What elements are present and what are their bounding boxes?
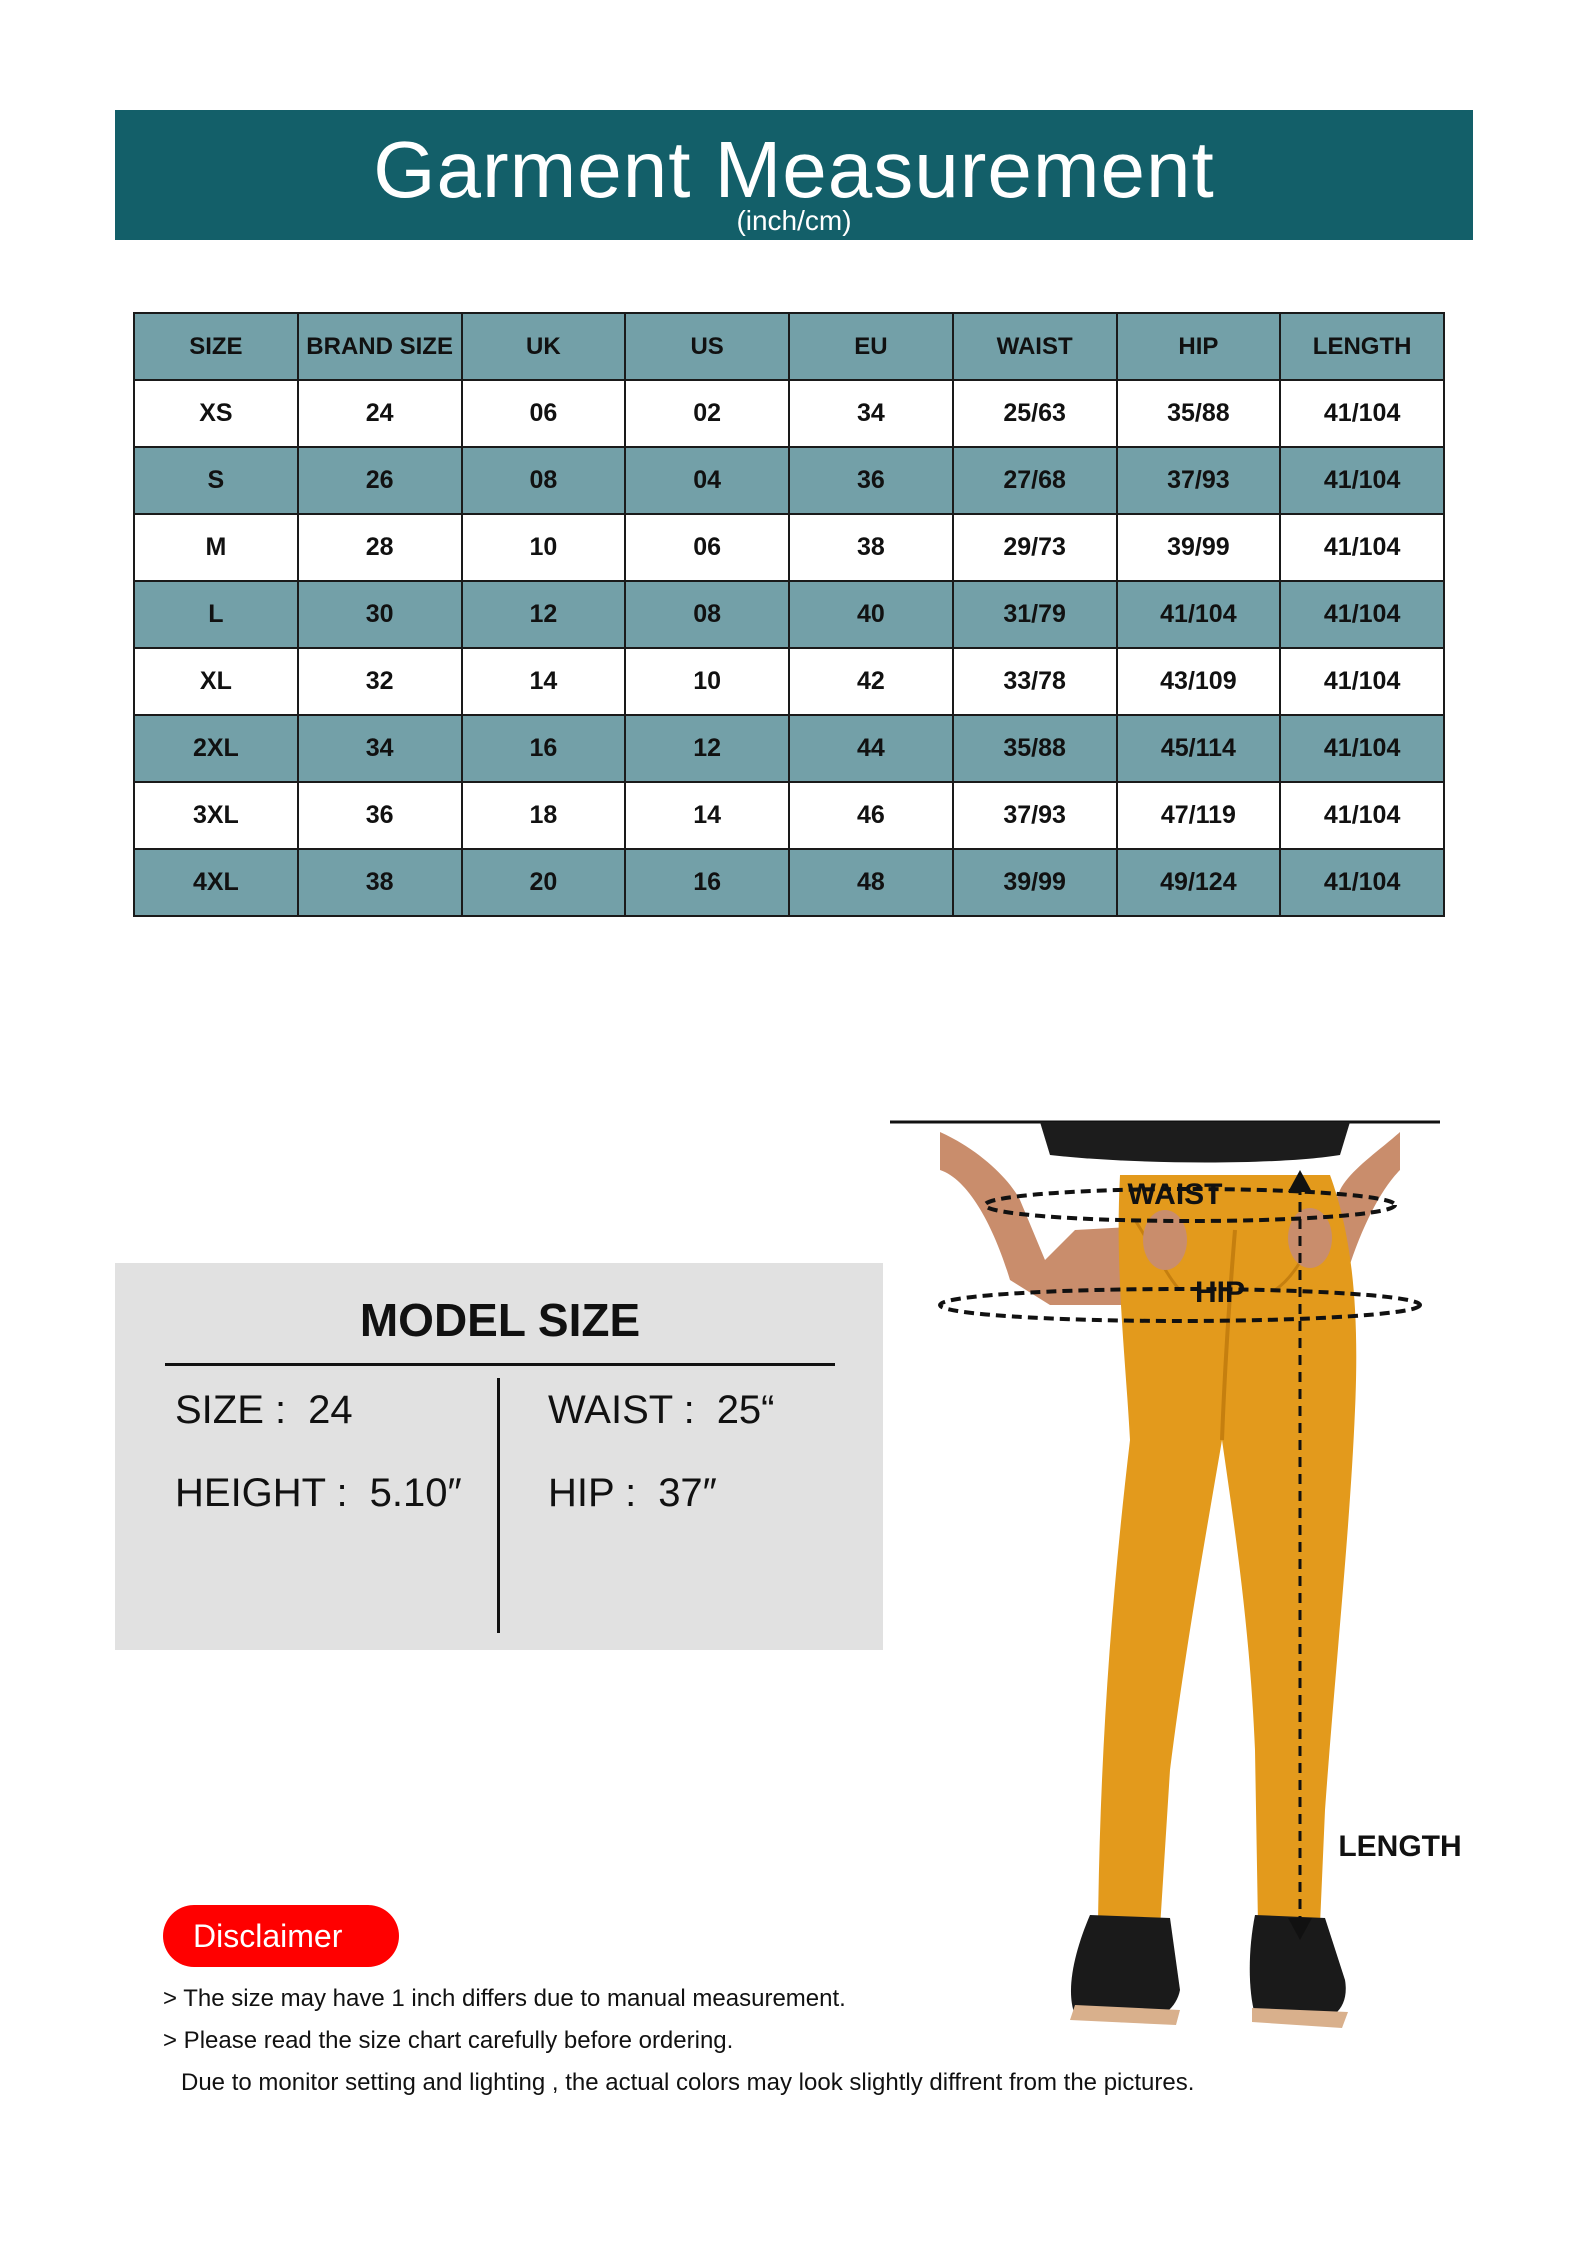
cell-uk: 18 xyxy=(462,782,626,849)
cell-us: 16 xyxy=(625,849,789,916)
length-label: LENGTH xyxy=(1338,1830,1462,1863)
cell-us: 06 xyxy=(625,514,789,581)
cell-us: 10 xyxy=(625,648,789,715)
cell-hip: 43/109 xyxy=(1117,648,1281,715)
cell-brand-size: 26 xyxy=(298,447,462,514)
cell-brand-size: 36 xyxy=(298,782,462,849)
cell-hip: 45/114 xyxy=(1117,715,1281,782)
disclaimer-line-2: > Please read the size chart carefully before ordering. xyxy=(163,2027,734,2054)
cell-hip: 49/124 xyxy=(1117,849,1281,916)
model-size-row xyxy=(175,1388,353,1433)
cell-uk: 08 xyxy=(462,447,626,514)
model-size-label: SIZE : xyxy=(175,1388,287,1432)
table-row xyxy=(134,581,1444,648)
cell-brand-size: 24 xyxy=(298,380,462,447)
cell-hip: 35/88 xyxy=(1117,380,1281,447)
model-waist-value: 25“ xyxy=(716,1388,775,1432)
cell-us: 12 xyxy=(625,715,789,782)
cell-waist: 29/73 xyxy=(953,514,1117,581)
cell-hip: 39/99 xyxy=(1117,514,1281,581)
size-chart-table xyxy=(133,312,1445,917)
cell-waist: 27/68 xyxy=(953,447,1117,514)
model-waist-row xyxy=(548,1388,775,1433)
model-height-label: HEIGHT : xyxy=(175,1471,348,1515)
cell-waist: 39/99 xyxy=(953,849,1117,916)
table-row xyxy=(134,447,1444,514)
model-hip-value: 37″ xyxy=(658,1471,717,1515)
page-title: Garment Measurement xyxy=(373,125,1215,214)
cell-waist: 25/63 xyxy=(953,380,1117,447)
cell-size: XL xyxy=(134,648,298,715)
header-waist: WAIST xyxy=(953,313,1117,380)
cell-size: 2XL xyxy=(134,715,298,782)
cell-eu: 48 xyxy=(789,849,953,916)
table-row xyxy=(134,849,1444,916)
model-column-divider xyxy=(497,1378,500,1633)
table-row xyxy=(134,648,1444,715)
cell-uk: 12 xyxy=(462,581,626,648)
header-uk: UK xyxy=(462,313,626,380)
cell-size: 4XL xyxy=(134,849,298,916)
unit-subtitle: (inch/cm) xyxy=(736,205,852,236)
cell-length: 41/104 xyxy=(1280,849,1444,916)
cell-hip: 41/104 xyxy=(1117,581,1281,648)
cell-size: S xyxy=(134,447,298,514)
cell-size: M xyxy=(134,514,298,581)
header-hip: HIP xyxy=(1117,313,1281,380)
model-size-box xyxy=(115,1263,883,1650)
model-size-title: MODEL SIZE xyxy=(359,1294,641,1346)
cell-us: 02 xyxy=(625,380,789,447)
cell-uk: 10 xyxy=(462,514,626,581)
cell-size: 3XL xyxy=(134,782,298,849)
header-brand-size: BRAND SIZE xyxy=(298,313,462,380)
cell-eu: 34 xyxy=(789,380,953,447)
cell-length: 41/104 xyxy=(1280,648,1444,715)
cell-us: 04 xyxy=(625,447,789,514)
cell-eu: 40 xyxy=(789,581,953,648)
cell-waist: 31/79 xyxy=(953,581,1117,648)
table-row xyxy=(134,514,1444,581)
cell-brand-size: 38 xyxy=(298,849,462,916)
cell-length: 41/104 xyxy=(1280,782,1444,849)
header-us: US xyxy=(625,313,789,380)
disclaimer-badge: Disclaimer xyxy=(163,1905,399,1967)
cell-size: XS xyxy=(134,380,298,447)
cell-eu: 44 xyxy=(789,715,953,782)
cell-brand-size: 30 xyxy=(298,581,462,648)
cell-length: 41/104 xyxy=(1280,581,1444,648)
header-size: SIZE xyxy=(134,313,298,380)
model-height-row xyxy=(175,1471,462,1516)
cell-uk: 14 xyxy=(462,648,626,715)
waist-label: WAIST xyxy=(1127,1178,1223,1211)
model-height-value: 5.10″ xyxy=(369,1471,462,1515)
hip-label: HIP xyxy=(1194,1276,1246,1309)
cell-length: 41/104 xyxy=(1280,715,1444,782)
table-row xyxy=(134,715,1444,782)
table-row xyxy=(134,782,1444,849)
cell-length: 41/104 xyxy=(1280,447,1444,514)
cell-waist: 33/78 xyxy=(953,648,1117,715)
model-size-value: 24 xyxy=(308,1388,353,1432)
cell-brand-size: 28 xyxy=(298,514,462,581)
cell-brand-size: 32 xyxy=(298,648,462,715)
cell-eu: 38 xyxy=(789,514,953,581)
model-hip-label: HIP : xyxy=(548,1471,637,1515)
disclaimer-line-3: Due to monitor setting and lighting , the actual colors may look slightly diffrent from the pictures. xyxy=(181,2069,1195,2096)
model-title-divider xyxy=(165,1363,835,1366)
cell-eu: 36 xyxy=(789,447,953,514)
cell-waist: 35/88 xyxy=(953,715,1117,782)
cell-length: 41/104 xyxy=(1280,380,1444,447)
cell-size: L xyxy=(134,581,298,648)
cell-waist: 37/93 xyxy=(953,782,1117,849)
cell-us: 08 xyxy=(625,581,789,648)
cell-length: 41/104 xyxy=(1280,514,1444,581)
model-hip-row xyxy=(548,1471,717,1516)
table-row xyxy=(134,380,1444,447)
cell-uk: 20 xyxy=(462,849,626,916)
disclaimer-line-1: > The size may have 1 inch differs due to manual measurement. xyxy=(163,1985,846,2012)
table-header-row xyxy=(134,313,1444,380)
header-length: LENGTH xyxy=(1280,313,1444,380)
cell-us: 14 xyxy=(625,782,789,849)
cell-eu: 42 xyxy=(789,648,953,715)
model-waist-label: WAIST : xyxy=(548,1388,695,1432)
header-banner xyxy=(115,110,1473,240)
cell-brand-size: 34 xyxy=(298,715,462,782)
crop-top xyxy=(1040,1122,1350,1163)
cell-hip: 47/119 xyxy=(1117,782,1281,849)
cell-hip: 37/93 xyxy=(1117,447,1281,514)
cell-eu: 46 xyxy=(789,782,953,849)
cell-uk: 16 xyxy=(462,715,626,782)
model-figure xyxy=(880,1110,1480,2070)
header-eu: EU xyxy=(789,313,953,380)
cell-uk: 06 xyxy=(462,380,626,447)
